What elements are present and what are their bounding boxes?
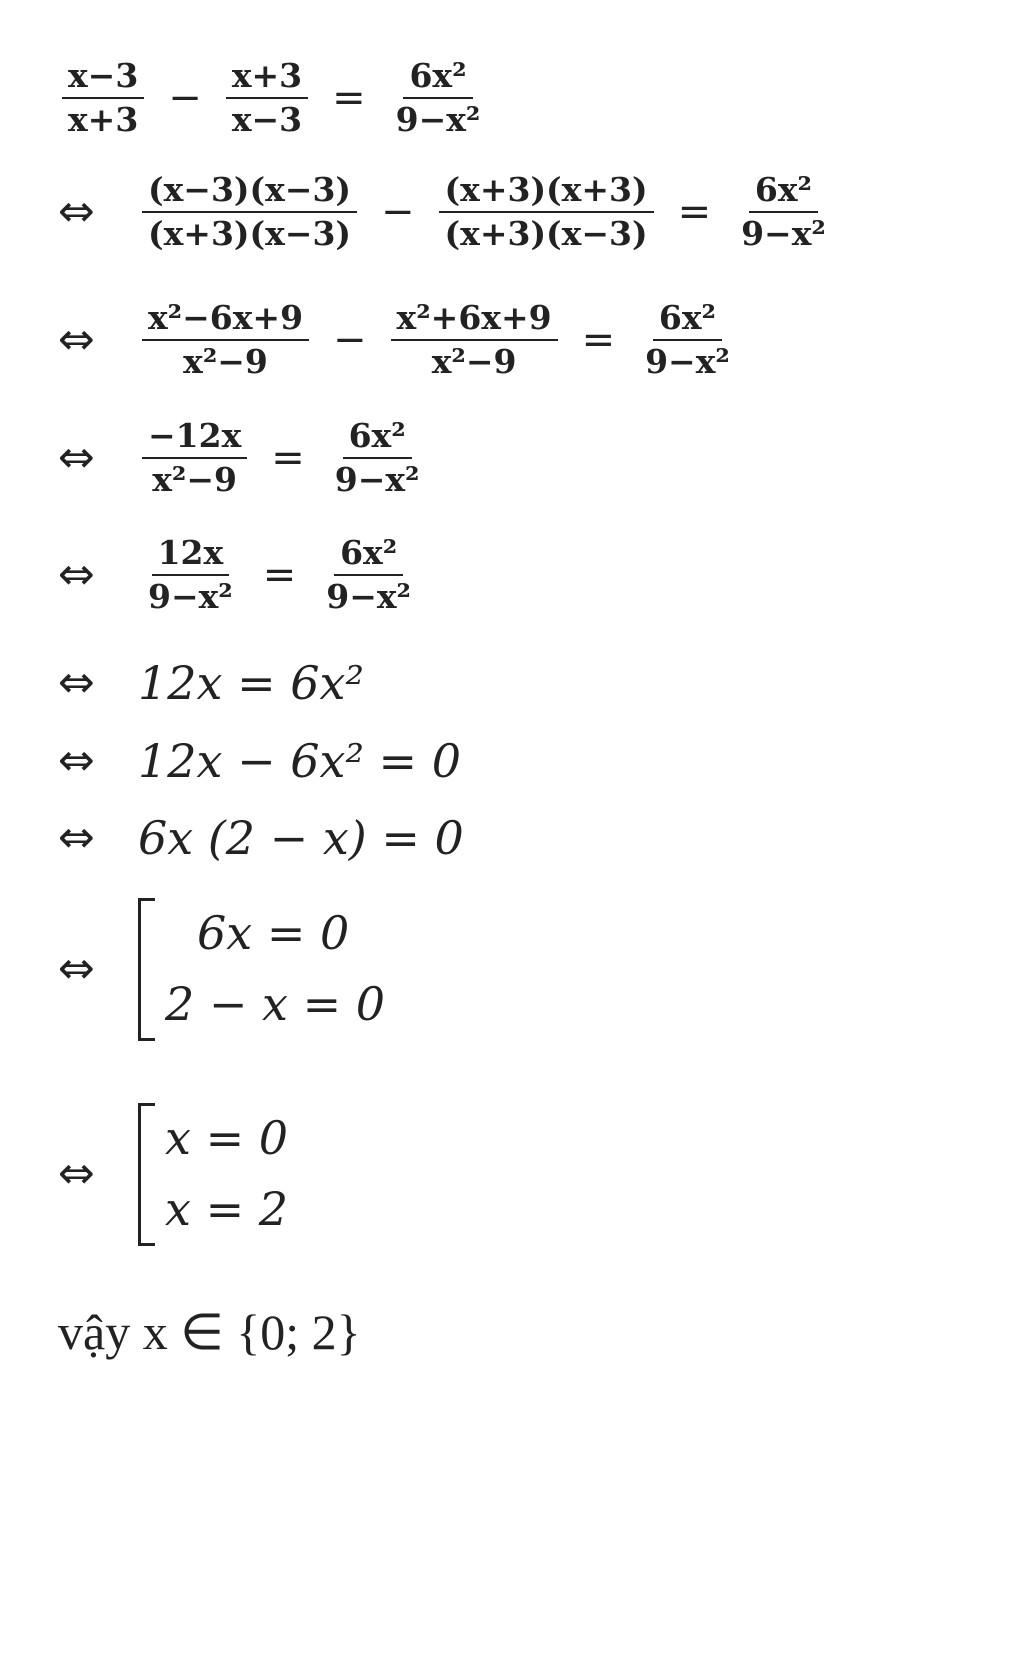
equation-system (138, 1103, 288, 1246)
fraction-denominator: (x+3)(x−3) (444, 213, 648, 253)
fraction-numerator: x²−6x+9 (142, 300, 309, 341)
equation-line-step1 (58, 172, 836, 251)
equation-line-step4 (58, 535, 421, 614)
equals-operator: = (262, 551, 297, 598)
equation-line-step9 (58, 1103, 288, 1246)
fraction-rhs (390, 58, 487, 137)
fraction-denominator: 9−x² (334, 459, 420, 499)
iff-symbol: ⇔ (58, 313, 95, 365)
equation-line-step3 (58, 418, 430, 497)
iff-symbol: ⇔ (58, 735, 95, 786)
system-row: 6x = 0 (197, 906, 350, 960)
fraction-denominator: x²−9 (152, 459, 237, 499)
minus-operator: − (381, 188, 415, 235)
fraction-numerator: 12x (152, 535, 230, 576)
fraction-numerator: 6x² (334, 535, 403, 576)
fraction-lhs (142, 418, 247, 497)
equation-expression: 6x (2 − x) = 0 (138, 811, 464, 865)
fraction-denominator: x+3 (68, 99, 139, 139)
fraction-denominator: x²−9 (431, 341, 517, 381)
iff-symbol: ⇔ (58, 812, 95, 863)
iff-symbol: ⇔ (58, 657, 95, 708)
fraction-lhs-2 (439, 172, 654, 251)
fraction-lhs-2 (226, 58, 308, 137)
system-row: 2 − x = 0 (165, 977, 386, 1032)
fraction-numerator: 6x² (653, 300, 722, 341)
iff-symbol: ⇔ (58, 185, 95, 237)
fraction-numerator: 6x² (343, 418, 412, 459)
equation-expression: 12x = 6x² (138, 656, 364, 710)
equation-expression: 12x − 6x² = 0 (138, 734, 461, 788)
fraction-numerator: x²+6x+9 (391, 300, 558, 341)
equation-line-original (58, 58, 490, 137)
fraction-numerator: (x+3)(x+3) (439, 172, 654, 213)
fraction-denominator: (x+3)(x−3) (148, 213, 352, 253)
equation-line-step7 (58, 811, 464, 865)
minus-operator: − (168, 74, 202, 121)
system-rows (165, 898, 385, 1041)
equals-operator: = (332, 74, 366, 121)
fraction-denominator: 9−x² (645, 341, 730, 381)
conclusion-text: vậy x ∈ {0; 2} (58, 1304, 361, 1360)
equation-system (138, 898, 385, 1041)
fraction-numerator: 6x² (403, 58, 472, 99)
equation-line-step2 (58, 300, 740, 379)
fraction-numerator: −12x (142, 418, 247, 459)
fraction-numerator: x−3 (62, 58, 144, 99)
system-bracket (138, 1103, 155, 1246)
fraction-lhs-2 (391, 300, 558, 379)
equation-line-step6 (58, 734, 461, 788)
fraction-denominator: 9−x² (148, 576, 233, 616)
fraction-lhs (142, 535, 239, 614)
system-row: x = 0 (165, 1111, 288, 1165)
fraction-lhs-1 (142, 300, 309, 379)
iff-symbol: ⇔ (58, 943, 95, 995)
fraction-numerator: x+3 (226, 58, 308, 99)
fraction-rhs (639, 300, 736, 379)
fraction-denominator: x−3 (231, 99, 303, 139)
system-row: x = 2 (165, 1182, 288, 1237)
equals-operator: = (271, 434, 305, 481)
iff-symbol: ⇔ (58, 431, 95, 483)
equals-operator: = (677, 188, 712, 235)
minus-operator: − (333, 316, 367, 363)
fraction-rhs (320, 535, 417, 614)
fraction-lhs-1 (142, 172, 357, 251)
system-bracket (138, 898, 155, 1041)
equals-operator: = (581, 316, 616, 363)
system-rows (165, 1103, 288, 1246)
fraction-denominator: 9−x² (395, 99, 481, 139)
fraction-lhs-1 (62, 58, 144, 137)
fraction-denominator: 9−x² (741, 213, 826, 253)
iff-symbol: ⇔ (58, 1148, 95, 1200)
fraction-numerator: 6x² (749, 172, 818, 213)
equation-line-step5 (58, 656, 364, 710)
equation-line-step8 (58, 898, 385, 1041)
iff-symbol: ⇔ (58, 548, 95, 600)
fraction-denominator: 9−x² (326, 576, 412, 616)
fraction-denominator: x²−9 (183, 341, 268, 381)
fraction-rhs (735, 172, 832, 251)
fraction-numerator: (x−3)(x−3) (142, 172, 357, 213)
fraction-rhs (329, 418, 426, 497)
